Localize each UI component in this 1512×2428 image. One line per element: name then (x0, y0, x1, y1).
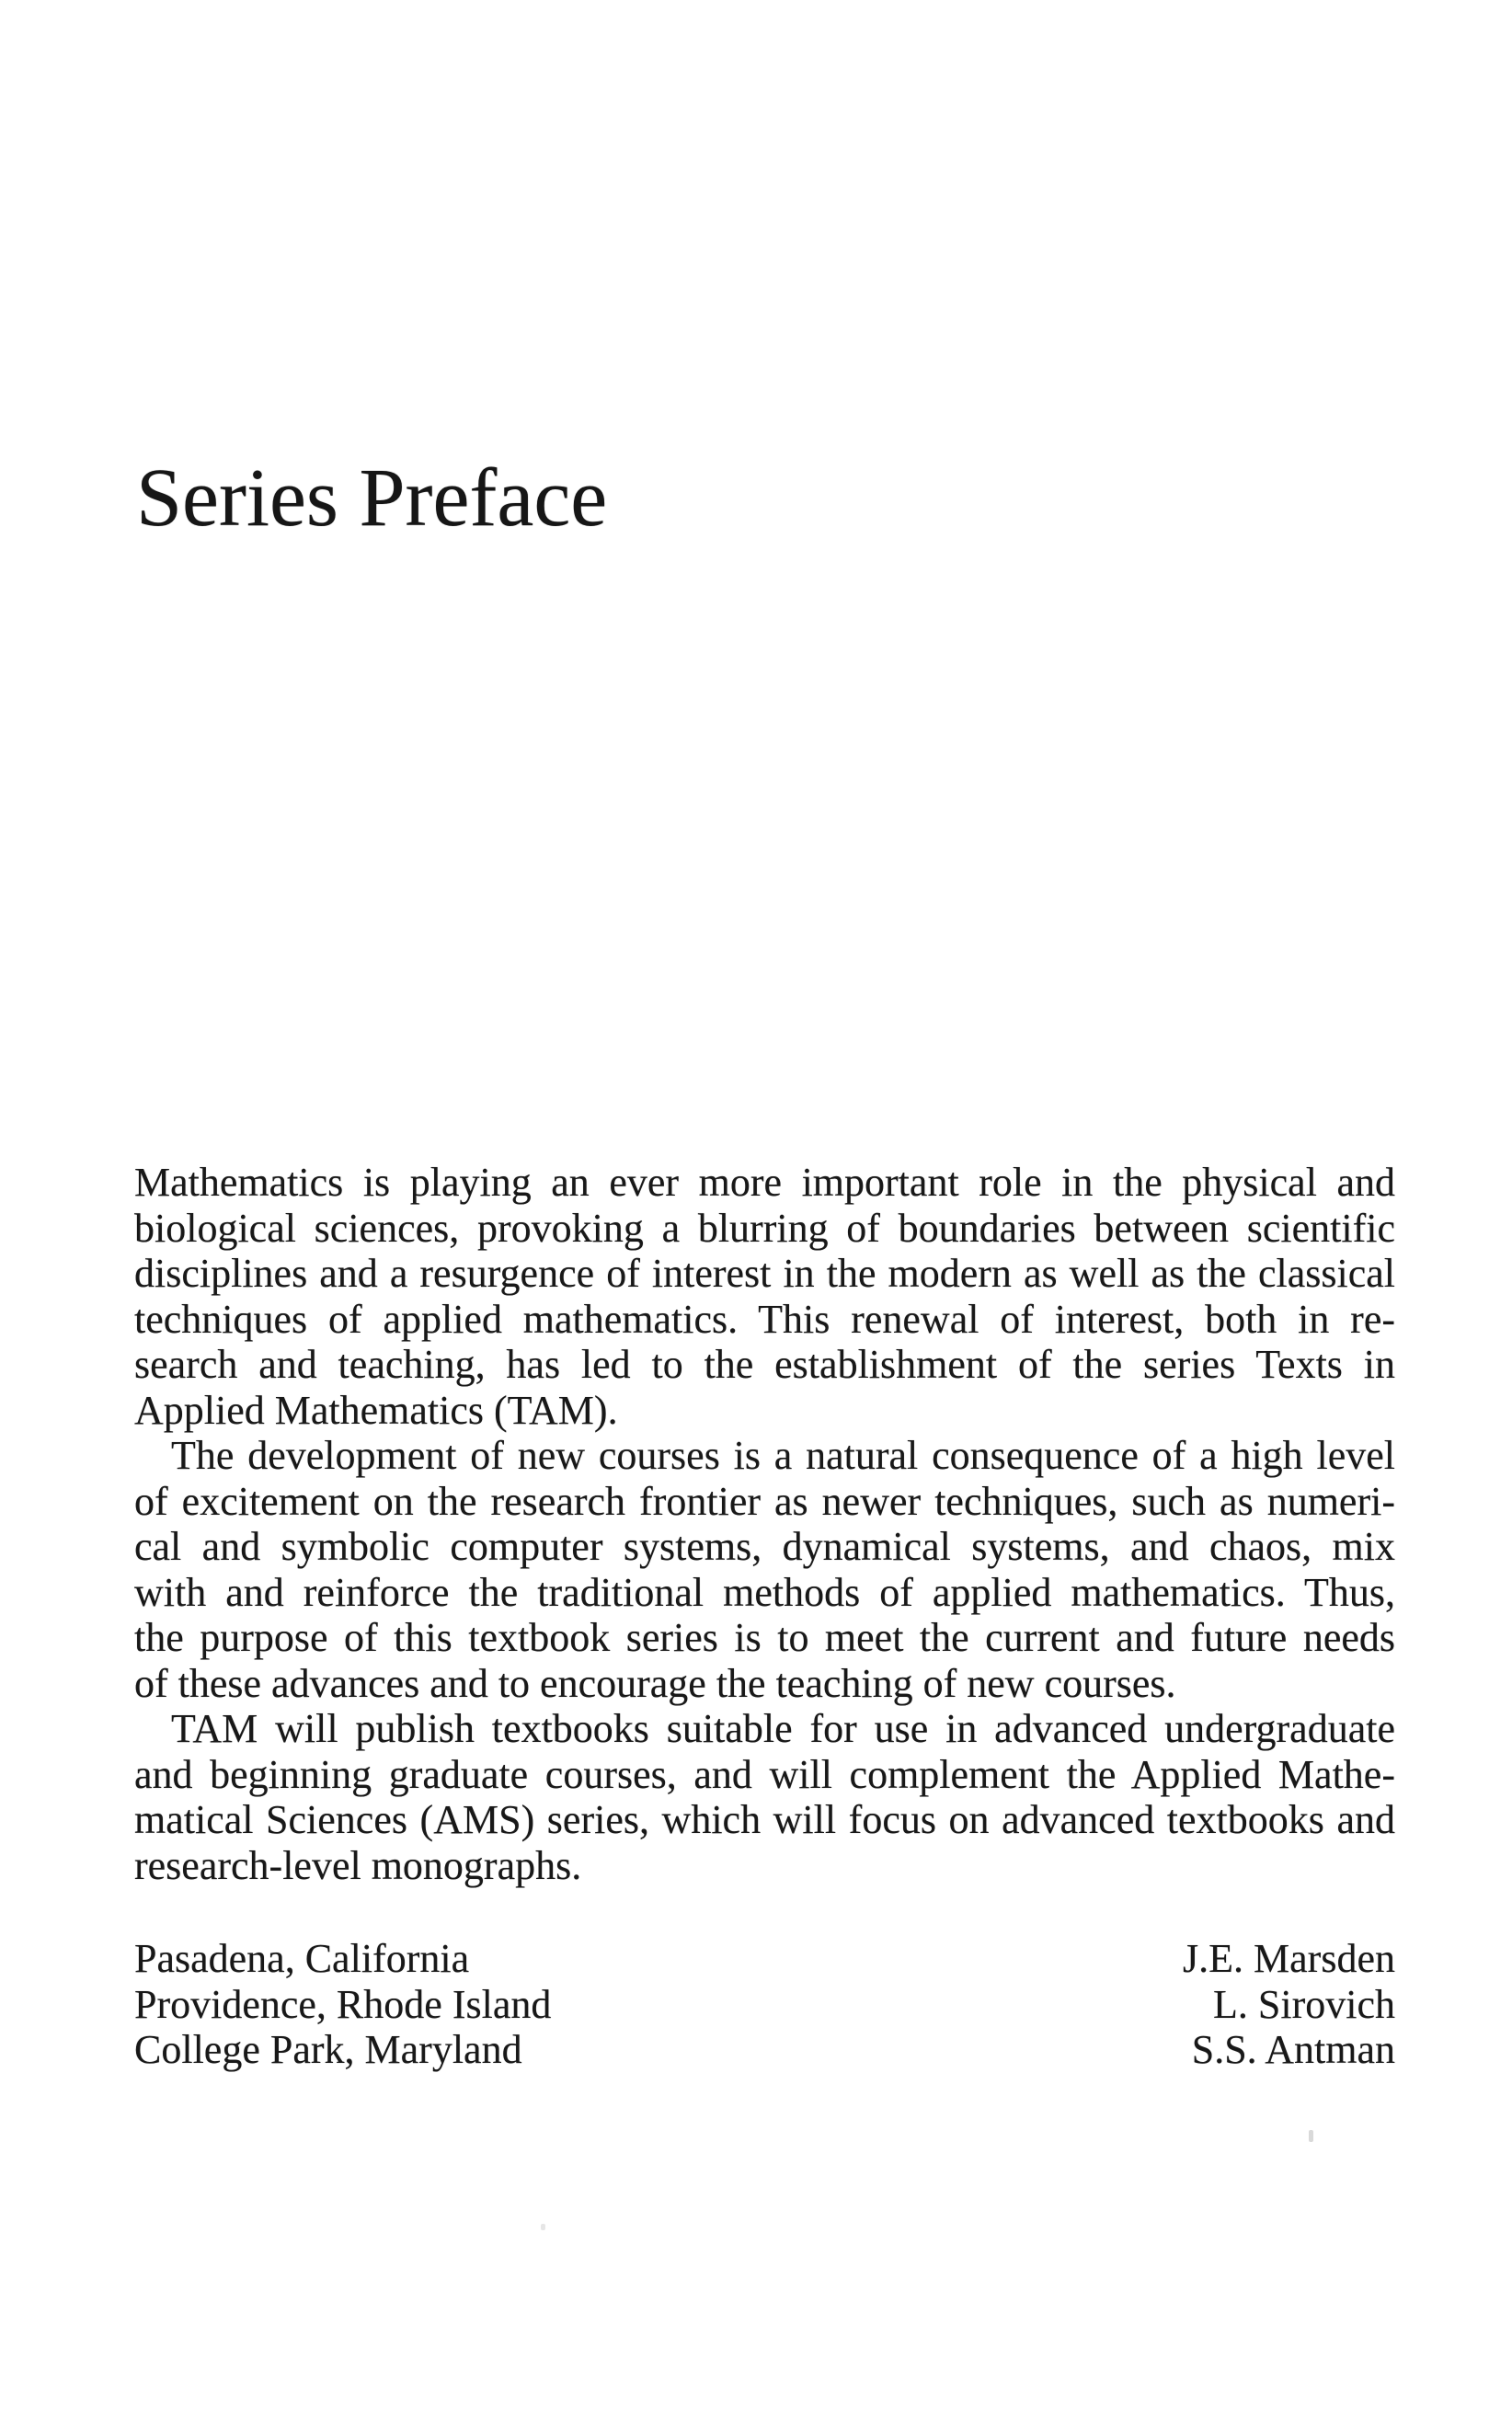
text-line: cal and symbolic computer systems, dynamical systems, and chaos, mix (134, 1524, 1395, 1569)
signoff-block (134, 1936, 1395, 2073)
signoff-place: Providence, Rhode Island (134, 1981, 552, 2027)
text-line: biological sciences, provoking a blurring of boundaries between scientific (134, 1205, 1395, 1251)
text-line: research-level monographs. (134, 1842, 582, 1888)
signoff-row (134, 1936, 1395, 1982)
signoff-name: J.E. Marsden (1183, 1936, 1395, 1981)
signoff-row (134, 2027, 1395, 2073)
text-line: of excitement on the research frontier as newer techniques, such as numeri- (134, 1478, 1395, 1524)
signoff-name: S.S. Antman (1191, 2027, 1395, 2072)
text-line: Applied Mathematics (TAM). (134, 1387, 618, 1433)
text-line: with and reinforce the traditional methods of applied mathematics. Thus, (134, 1569, 1395, 1615)
signoff-place: College Park, Maryland (134, 2027, 522, 2072)
scan-speck (1309, 2130, 1313, 2142)
scan-speck (541, 2224, 545, 2230)
signoff-name: L. Sirovich (1213, 1981, 1395, 2027)
text-line: techniques of applied mathematics. This renewal of interest, both in re- (134, 1296, 1395, 1342)
text-line: the purpose of this textbook series is to meet the current and future needs (134, 1615, 1395, 1660)
preface-body-text (134, 1160, 1395, 1888)
page-title: Series Preface (136, 452, 608, 544)
text-line: Mathematics is playing an ever more important role in the physical and (134, 1160, 1395, 1205)
text-line: disciplines and a resurgence of interest in the modern as well as the classical (134, 1251, 1395, 1296)
text-line: The development of new courses is a natural consequence of a high level (171, 1433, 1395, 1478)
text-line: search and teaching, has led to the establishment of the series Texts in (134, 1342, 1395, 1387)
text-line: and beginning graduate courses, and will complement the Applied Mathe- (134, 1751, 1395, 1797)
signoff-row (134, 1982, 1395, 2028)
signoff-place: Pasadena, California (134, 1936, 470, 1981)
text-line: matical Sciences (AMS) series, which will focus on advanced textbooks and (134, 1797, 1395, 1842)
text-line: of these advances and to encourage the teaching of new courses. (134, 1660, 1176, 1706)
text-line: TAM will publish textbooks suitable for use in advanced undergraduate (171, 1706, 1395, 1751)
